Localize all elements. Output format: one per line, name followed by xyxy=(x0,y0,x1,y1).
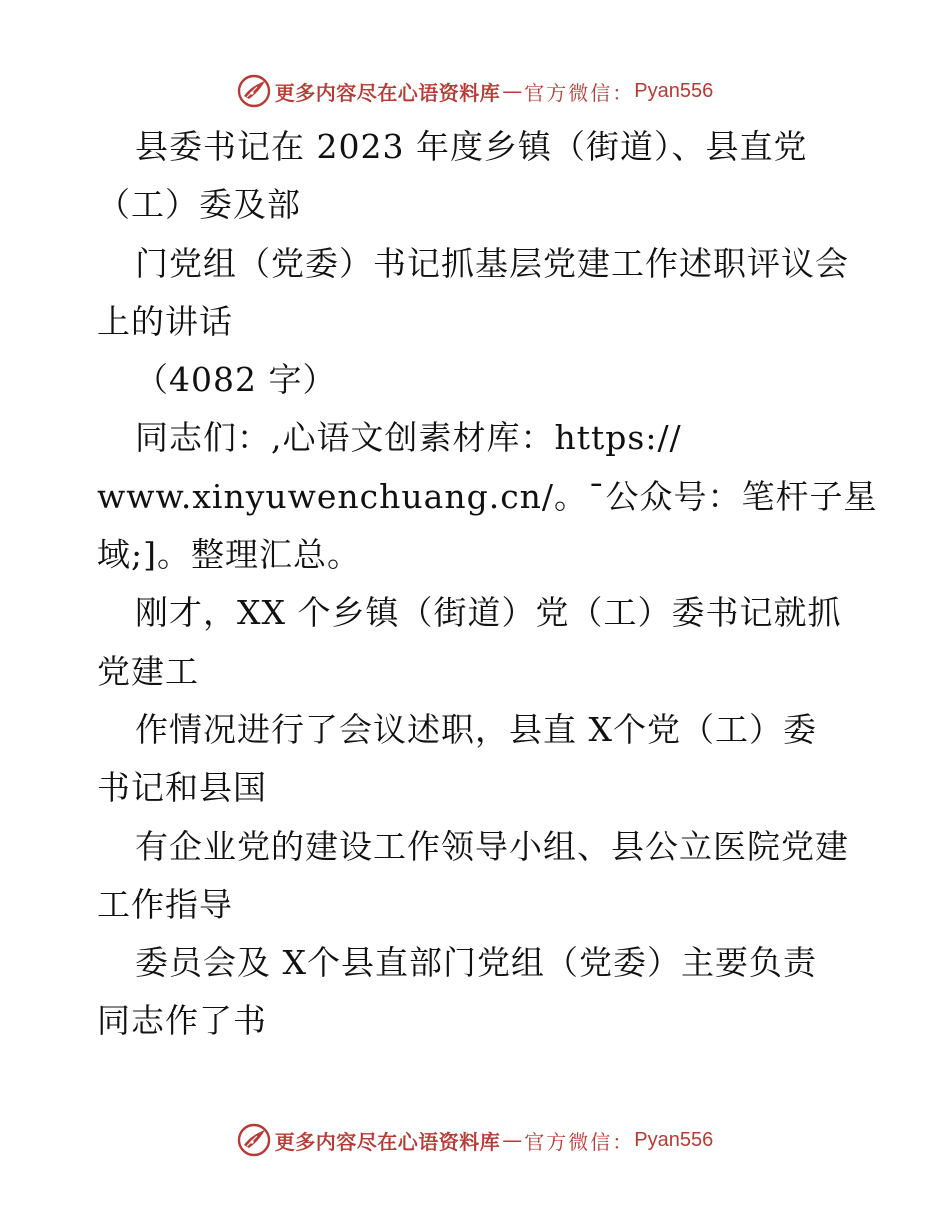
paragraph-line: 域;]。整理汇总。 xyxy=(97,535,361,575)
title-line-2: （工）委及部 xyxy=(97,185,301,225)
header-banner xyxy=(0,69,950,113)
header-separator: — xyxy=(502,79,523,103)
title-line-4: 上的讲话 xyxy=(97,301,233,341)
pen-nib-logo-icon xyxy=(237,1123,271,1157)
title-line-1: 县委书记在 2023 年度乡镇（街道）、县直党 xyxy=(135,127,808,166)
paragraph-line: 有企业党的建设工作领导小组、县公立医院党建 xyxy=(135,826,849,866)
footer-wechat-id: Pyan556 xyxy=(634,1128,714,1151)
paragraph-line: 同志作了书 xyxy=(97,1001,267,1041)
footer-banner xyxy=(0,1118,950,1162)
title-line-3: 门党组（党委）书记抓基层党建工作述职评议会 xyxy=(135,243,849,283)
document-body xyxy=(97,118,878,1051)
paragraph-line: 党建工 xyxy=(97,651,199,691)
footer-separator: — xyxy=(502,1128,523,1152)
word-count: （4082 字） xyxy=(135,360,337,400)
pen-nib-logo-icon xyxy=(237,74,271,108)
paragraph-line: 刚才，XX 个乡镇（街道）党（工）委书记就抓 xyxy=(135,593,842,633)
paragraph-line: 委员会及 X个县直部门党组（党委）主要负责 xyxy=(135,943,817,983)
footer-promo-text: 更多内容尽在心语资料库 xyxy=(274,1129,501,1154)
paragraph-line: 书记和县国 xyxy=(97,768,267,808)
header-wechat-label: 官方微信： xyxy=(524,80,635,105)
paragraph-line: 工作指导 xyxy=(97,884,233,924)
paragraph-line: 同志们：,心语文创素材库：https:// xyxy=(135,418,682,458)
paragraph-line: 作情况进行了会议述职，县直 X个党（工）委 xyxy=(135,709,817,749)
footer-wechat-label: 官方微信： xyxy=(524,1129,635,1154)
paragraph-line: www.xinyuwenchuang.cn/。¯公众号：笔杆子星 xyxy=(97,476,878,516)
header-promo-text: 更多内容尽在心语资料库 xyxy=(274,80,501,105)
header-wechat-id: Pyan556 xyxy=(634,79,714,102)
